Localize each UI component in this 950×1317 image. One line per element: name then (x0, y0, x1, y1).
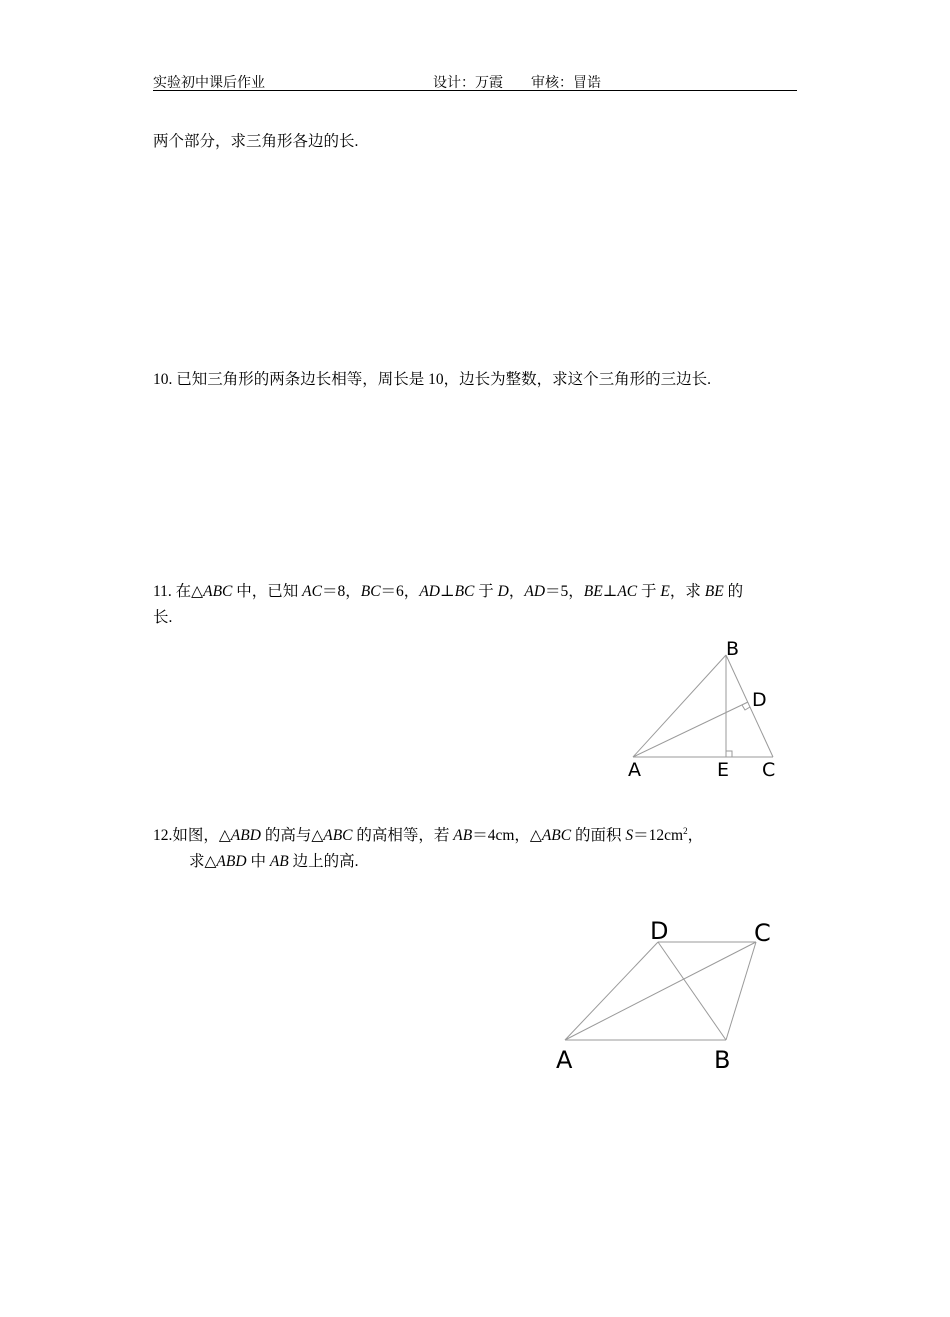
right-angle-mark-d (742, 705, 750, 710)
label-c: C (762, 759, 776, 781)
segment-bd (658, 942, 726, 1040)
header-credits (433, 72, 629, 92)
question-11-line-2: 长. (153, 609, 173, 626)
question-12-line-2: 求△ABD 中 AB 边上的高. (189, 853, 359, 871)
segment-ac (565, 942, 756, 1040)
segment-ab (633, 655, 726, 757)
question-11 (153, 579, 803, 631)
header-reviewer: 审核：冒诰 (531, 76, 601, 91)
label-a: A (628, 759, 641, 781)
label-b: B (726, 638, 740, 660)
label-c: C (754, 919, 771, 947)
segment-bc (726, 942, 756, 1040)
label-d: D (752, 689, 767, 711)
page-header (153, 70, 797, 91)
question-11-line-1: 11. 在△ABC 中，已知 AC＝8，BC＝6，AD⊥BC 于 D，AD＝5，BE⊥AC 于 E，求 BE 的 (153, 583, 744, 600)
question-12-line-1: 12.如图，△ABD 的高与△ABC 的高相等，若 AB＝4cm，△ABC 的面积 $S=12cm^2$， (153, 826, 704, 845)
label-b: B (714, 1046, 731, 1074)
segment-ad (565, 942, 658, 1040)
header-school-title: 实验初中课后作业 (153, 76, 265, 91)
segment-ad (633, 702, 748, 757)
question-9-continuation: 两个部分，求三角形各边的长. (153, 133, 359, 150)
label-a: A (556, 1046, 573, 1074)
header-designer: 设计：万霞 (433, 76, 503, 91)
label-e: E (717, 759, 730, 781)
question-10: 10. 已知三角形的两条边长相等，周长是 10，边长为整数，求这个三角形的三边长. (153, 371, 712, 388)
question-12 (153, 818, 803, 875)
quadrilateral-figure-abcd (540, 905, 800, 1085)
triangle-figure-abc (600, 630, 820, 790)
right-angle-mark-e (726, 751, 732, 757)
label-d: D (650, 917, 669, 945)
